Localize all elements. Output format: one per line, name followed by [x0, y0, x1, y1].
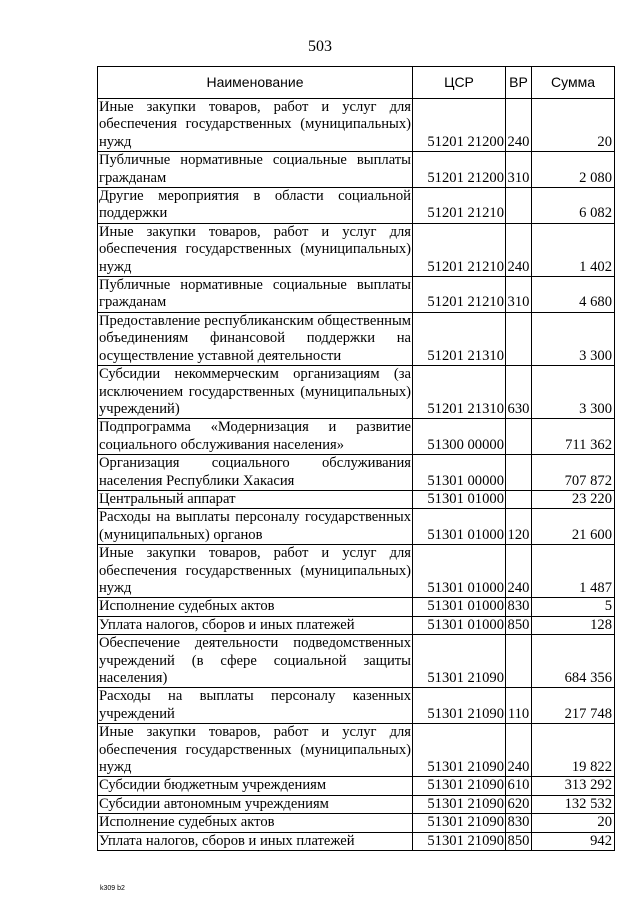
cell-vr: 310 — [506, 152, 532, 188]
cell-name: Центральный аппарат — [98, 490, 413, 508]
cell-vr: 310 — [506, 277, 532, 313]
cell-name: Иные закупки товаров, работ и услуг для обеспечения государственных (муниципальных) нужд — [99, 545, 411, 596]
cell-vr — [506, 312, 532, 365]
cell-vr — [506, 635, 532, 688]
table-row — [98, 724, 615, 777]
cell-sum: 1 487 — [532, 545, 615, 598]
table-row — [98, 419, 615, 455]
cell-sum: 3 300 — [532, 312, 615, 365]
cell-sum: 3 300 — [532, 366, 615, 419]
cell-name: Предоставление республиканским общественным объединениям финансовой поддержки на осуществление уставной деятельности — [99, 312, 411, 364]
cell-name: Иные закупки товаров, работ и услуг для обеспечения государственных (муниципальных) нужд — [99, 223, 411, 275]
cell-name: Расходы на выплаты персоналу казенных учреждений — [99, 688, 411, 722]
header-name: Наименование — [98, 67, 413, 99]
cell-vr — [506, 188, 532, 224]
table-body — [98, 99, 615, 851]
cell-csr: 51301 21090 — [413, 635, 506, 688]
footer-code: k309 b2 — [100, 885, 125, 892]
cell-vr: 630 — [506, 366, 532, 419]
cell-sum: 707 872 — [532, 455, 615, 491]
cell-sum: 23 220 — [532, 490, 615, 508]
cell-sum: 2 080 — [532, 152, 615, 188]
cell-sum: 313 292 — [532, 777, 615, 795]
cell-sum: 1 402 — [532, 223, 615, 276]
cell-sum: 132 532 — [532, 795, 615, 813]
cell-sum: 711 362 — [532, 419, 615, 455]
cell-csr: 51301 00000 — [413, 455, 506, 491]
cell-sum: 4 680 — [532, 277, 615, 313]
cell-name: Иные закупки товаров, работ и услуг для обеспечения государственных (муниципальных) нужд — [99, 99, 411, 150]
cell-name: Исполнение судебных актов — [98, 814, 413, 832]
cell-name: Субсидии бюджетным учреждениям — [98, 777, 413, 795]
cell-vr: 620 — [506, 795, 532, 813]
table-row — [98, 455, 615, 491]
table-row — [98, 490, 615, 508]
table-row — [98, 598, 615, 616]
cell-sum: 20 — [532, 814, 615, 832]
table-row — [98, 616, 615, 634]
table-row — [98, 509, 615, 545]
cell-vr: 240 — [506, 545, 532, 598]
table-header-row — [98, 67, 615, 99]
cell-vr: 850 — [506, 832, 532, 850]
cell-csr: 51301 01000 — [413, 616, 506, 634]
cell-sum: 5 — [532, 598, 615, 616]
page-number: 503 — [308, 38, 332, 55]
cell-csr: 51301 01000 — [413, 490, 506, 508]
cell-vr: 240 — [506, 724, 532, 777]
table-row — [98, 277, 615, 313]
cell-csr: 51300 00000 — [413, 419, 506, 455]
cell-vr — [506, 455, 532, 491]
cell-csr: 51201 21200 — [413, 99, 506, 152]
cell-name: Исполнение судебных актов — [98, 598, 413, 616]
cell-csr: 51201 21210 — [413, 188, 506, 224]
table-row — [98, 188, 615, 224]
cell-csr: 51301 01000 — [413, 545, 506, 598]
budget-table — [97, 66, 615, 851]
cell-name: Обеспечение деятельности подведомственных учреждений (в сфере социальной защиты населения) — [99, 635, 411, 686]
table-row — [98, 795, 615, 813]
cell-csr: 51201 21200 — [413, 152, 506, 188]
table-row — [98, 635, 615, 688]
cell-name: Субсидии автономным учреждениям — [98, 795, 413, 813]
cell-name: Организация социального обслуживания населения Республики Хакасия — [99, 455, 411, 489]
cell-sum: 21 600 — [532, 509, 615, 545]
cell-name: Субсидии некоммерческим организациям (за исключением государственных (муниципальных) учреждений) — [99, 366, 411, 417]
cell-sum: 217 748 — [532, 688, 615, 724]
cell-csr: 51301 21090 — [413, 777, 506, 795]
cell-csr: 51201 21310 — [413, 366, 506, 419]
cell-csr: 51301 01000 — [413, 509, 506, 545]
table-row — [98, 312, 615, 365]
cell-sum: 942 — [532, 832, 615, 850]
cell-vr: 830 — [506, 598, 532, 616]
table-row — [98, 223, 615, 276]
cell-vr: 120 — [506, 509, 532, 545]
cell-name: Подпрограмма «Модернизация и развитие социального обслуживания населения» — [99, 419, 411, 453]
header-sum: Сумма — [532, 67, 615, 99]
table-row — [98, 99, 615, 152]
header-csr: ЦСР — [413, 67, 506, 99]
table-row — [98, 832, 615, 850]
cell-csr: 51301 21090 — [413, 814, 506, 832]
cell-vr: 610 — [506, 777, 532, 795]
cell-csr: 51201 21210 — [413, 277, 506, 313]
cell-csr: 51201 21210 — [413, 223, 506, 276]
cell-csr: 51301 21090 — [413, 795, 506, 813]
cell-vr: 830 — [506, 814, 532, 832]
cell-vr: 240 — [506, 223, 532, 276]
table-row — [98, 366, 615, 419]
cell-name: Публичные нормативные социальные выплаты гражданам — [99, 152, 411, 186]
cell-name: Другие мероприятия в области социальной поддержки — [99, 188, 411, 222]
table-row — [98, 777, 615, 795]
cell-sum: 6 082 — [532, 188, 615, 224]
cell-vr — [506, 419, 532, 455]
cell-vr — [506, 490, 532, 508]
cell-csr: 51301 21090 — [413, 688, 506, 724]
cell-name: Уплата налогов, сборов и иных платежей — [98, 616, 413, 634]
cell-sum: 128 — [532, 616, 615, 634]
cell-name: Расходы на выплаты персоналу государственных (муниципальных) органов — [99, 509, 411, 543]
cell-name: Публичные нормативные социальные выплаты гражданам — [99, 277, 411, 311]
cell-vr: 240 — [506, 99, 532, 152]
cell-csr: 51201 21310 — [413, 312, 506, 365]
table-row — [98, 152, 615, 188]
cell-csr: 51301 21090 — [413, 832, 506, 850]
cell-name: Уплата налогов, сборов и иных платежей — [98, 832, 413, 850]
table-row — [98, 545, 615, 598]
cell-csr: 51301 21090 — [413, 724, 506, 777]
cell-name: Иные закупки товаров, работ и услуг для обеспечения государственных (муниципальных) нужд — [99, 724, 411, 776]
header-vr: ВР — [506, 67, 532, 99]
cell-csr: 51301 01000 — [413, 598, 506, 616]
cell-sum: 20 — [532, 99, 615, 152]
cell-vr: 850 — [506, 616, 532, 634]
table-row — [98, 814, 615, 832]
table-row — [98, 688, 615, 724]
cell-sum: 684 356 — [532, 635, 615, 688]
cell-vr: 110 — [506, 688, 532, 724]
cell-sum: 19 822 — [532, 724, 615, 777]
